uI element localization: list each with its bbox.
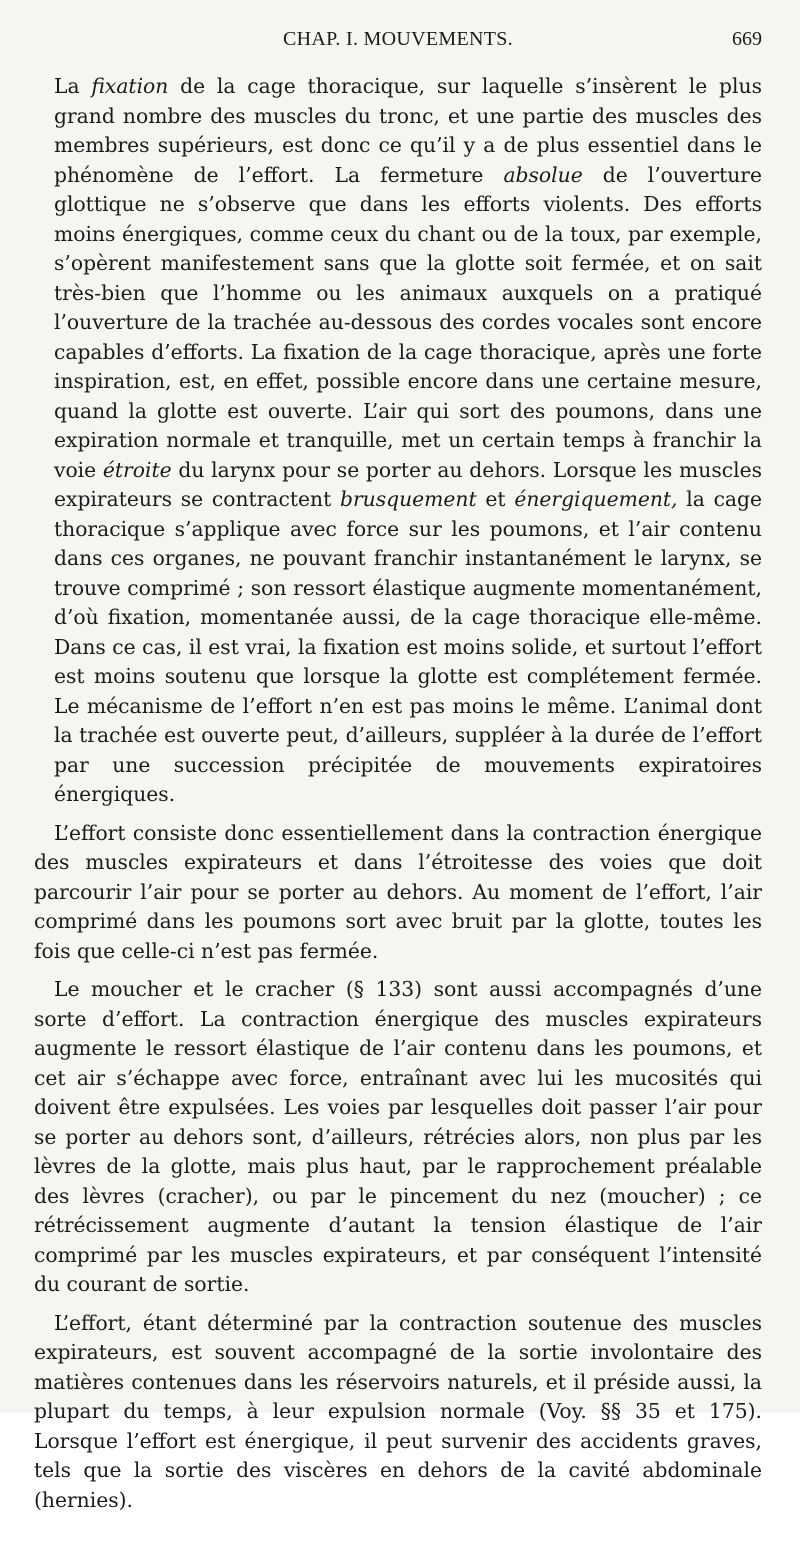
text-segment: et <box>476 487 515 511</box>
running-head: CHAP. I. MOUVEMENTS. <box>283 28 513 50</box>
paragraph <box>34 975 762 1300</box>
text-segment: de la cage thoracique, sur laquelle s’insèrent le plus grand nombre des muscles du tronc, et une partie des muscles des membres supérieurs, est donc ce qu’il y a de plus essentiel dans le phénomène de l’effort. La fermeture <box>54 74 762 187</box>
bottom-margin <box>34 1524 762 1564</box>
italic-text: énergiquement, <box>514 487 678 511</box>
text-segment: L’effort consiste donc essentiellement dans la contraction énergique des muscles expirateurs et dans l’étroitesse des voies que doit parcourir l’air pour se porter au dehors. Au moment de l’effort, l’air comprimé dans les poumons sort avec bruit par la glotte, toutes les fois que celle-ci n’est pas fermée. <box>34 820 762 963</box>
italic-text: brusquement <box>339 487 477 511</box>
text-segment: la cage thoracique s’applique avec force sur les poumons, et l’air contenu dans ces organes, ne pouvant franchir instantanément le larynx, se trouve comprimé ; son ressort élastique augmente momentanément, d’où fixation, momentanée aussi, de la cage thoracique elle-même. Dans ce cas, il est vrai, la fixation est moins solide, et surtout l’effort est moins soutenu que lorsque la glotte est complétement fermée. Le mécanisme de l’effort n’en est pas moins le même. L’animal dont la trachée est ouverte peut, d’ailleurs, suppléer à la durée de l’effort par une succession précipitée de mouvements expiratoires énergiques. <box>54 487 763 806</box>
text-segment: La <box>54 74 92 98</box>
page-number: 669 <box>732 28 762 50</box>
paragraph <box>34 1309 762 1516</box>
italic-text: absolue <box>503 162 583 187</box>
text-segment: du larynx pour se porter au dehors. Lorsque les muscles expirateurs se contractent <box>54 457 763 511</box>
paragraph <box>34 819 762 967</box>
page-header <box>34 28 762 62</box>
italic-text: fixation <box>91 74 169 98</box>
italic-text: étroite <box>102 457 172 482</box>
text-segment: Le moucher et le cracher (§ 133) sont aussi accompagnés d’une sorte d’effort. La contraction énergique des muscles expirateurs augmente le ressort élastique de l’air contenu dans les poumons, et cet air s’échappe avec force, entraînant avec lui les mucosités qui doivent être expulsées. Les voies par lesquelles doit passer l’air pour se porter au dehors sont, d’ailleurs, rétrécies alors, non plus par les lèvres de la glotte, mais plus haut, par le rapprochement préalable des lèvres (cracher), ou par le pincement du nez (moucher) ; ce rétrécissement augmente d’autant la tension élastique de l’air comprimé par les muscles expirateurs, et par conséquent l’intensité du courant de sortie. <box>34 977 762 1296</box>
text-segment: L’effort, étant déterminé par la contraction soutenue des muscles expirateurs, est souvent accompagné de la sortie involontaire des matières contenues dans les réservoirs naturels, et il préside aussi, la plupart du temps, à leur expulsion normale (Voy. §§ 35 et 175). Lorsque l’effort est énergique, il peut survenir des accidents graves, tels que la sortie des viscères en dehors de la cavité abdominale (hernies). <box>34 1310 762 1512</box>
text-segment: de l’ouverture glottique ne s’observe que dans les efforts violents. Des efforts moins énergiques, comme ceux du chant ou de la toux, par exemple, s’opèrent manifestement sans que la glotte soit fermée, et on sait très-bien que l’homme ou les animaux auxquels on a pratiqué l’ouverture de la trachée au-dessous des cordes vocales sont encore capables d’efforts. La fixation de la cage thoracique, après une forte inspiration, est, en effet, possible encore dans une certaine mesure, quand la glotte est ouverte. L’air qui sort des poumons, dans une expiration normale et tranquille, met un certain temps à franchir la voie <box>54 162 762 482</box>
body-text <box>34 72 762 1515</box>
paragraph <box>34 72 762 810</box>
